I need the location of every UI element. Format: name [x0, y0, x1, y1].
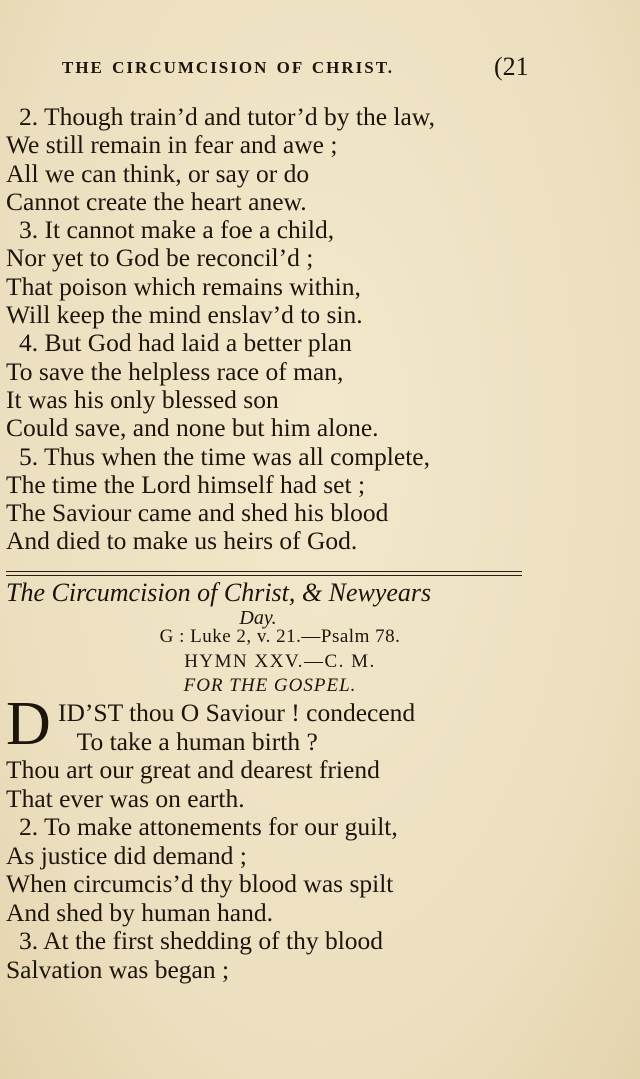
verse-line: Cannot create the heart anew.: [6, 186, 307, 216]
verse-line: 3. It cannot make a foe a child,: [19, 215, 335, 245]
hymn-verses: [6, 756, 606, 984]
drop-cap: D: [6, 690, 51, 758]
hymn-line: ID’ST thou O Saviour ! condecend: [58, 698, 416, 727]
verse-line: That poison which remains within,: [6, 271, 361, 301]
verse-line: We still remain in fear and awe ;: [6, 130, 338, 160]
verse-line: 2. Though train’d and tutor’d by the law,: [19, 102, 435, 131]
verse-line: All we can think, or say or do: [6, 158, 310, 188]
verse-line: Thou art our great and dearest friend: [6, 755, 380, 784]
verse-line: It was his only blessed son: [6, 384, 279, 414]
hymn-line: To take a human birth ?: [58, 726, 318, 756]
running-title: THE CIRCUMCISION OF CHRIST.: [62, 58, 395, 77]
verse-line: To save the helpless race of man,: [6, 356, 344, 386]
verse-line: And shed by human hand.: [6, 897, 274, 927]
verse-line: The time the Lord himself had set ;: [6, 469, 366, 499]
verses-top: [6, 103, 606, 556]
verse-line: 4. But God had laid a better plan: [19, 328, 352, 358]
section-title-continued: Day.: [239, 607, 277, 629]
verse-line: The Saviour came and shed his blood: [6, 498, 389, 528]
verse-line: Could save, and none but him alone.: [6, 413, 379, 443]
verse-line: 5. Thus when the time was all complete,: [19, 441, 430, 471]
verse-line: That ever was on earth.: [6, 783, 245, 813]
verse-line: 2. To make attonements for our guilt,: [19, 812, 398, 841]
verse-line: As justice did demand ;: [6, 840, 247, 870]
hymn-number: HYMN XXV.—C. M.: [184, 651, 376, 672]
verse-line: Nor yet to God be reconcil’d ;: [6, 243, 314, 273]
section-title: The Circumcision of Christ, & Newyears: [6, 578, 432, 607]
hymn-opening-lines: [58, 699, 558, 756]
hymn-tune: FOR THE GOSPEL.: [183, 675, 357, 696]
page-number: (21: [494, 52, 529, 81]
section-divider: [6, 571, 522, 576]
verse-line: Salvation was began ;: [6, 954, 230, 984]
verse-line: And died to make us heirs of God.: [6, 526, 358, 556]
verse-line: 3. At the first shedding of thy blood: [19, 926, 384, 955]
verse-line: When circumcis’d thy blood was spilt: [6, 869, 394, 898]
scripture-reference: G : Luke 2, v. 21.—Psalm 78.: [159, 626, 401, 647]
verse-line: Will keep the mind enslav’d to sin.: [6, 300, 363, 330]
